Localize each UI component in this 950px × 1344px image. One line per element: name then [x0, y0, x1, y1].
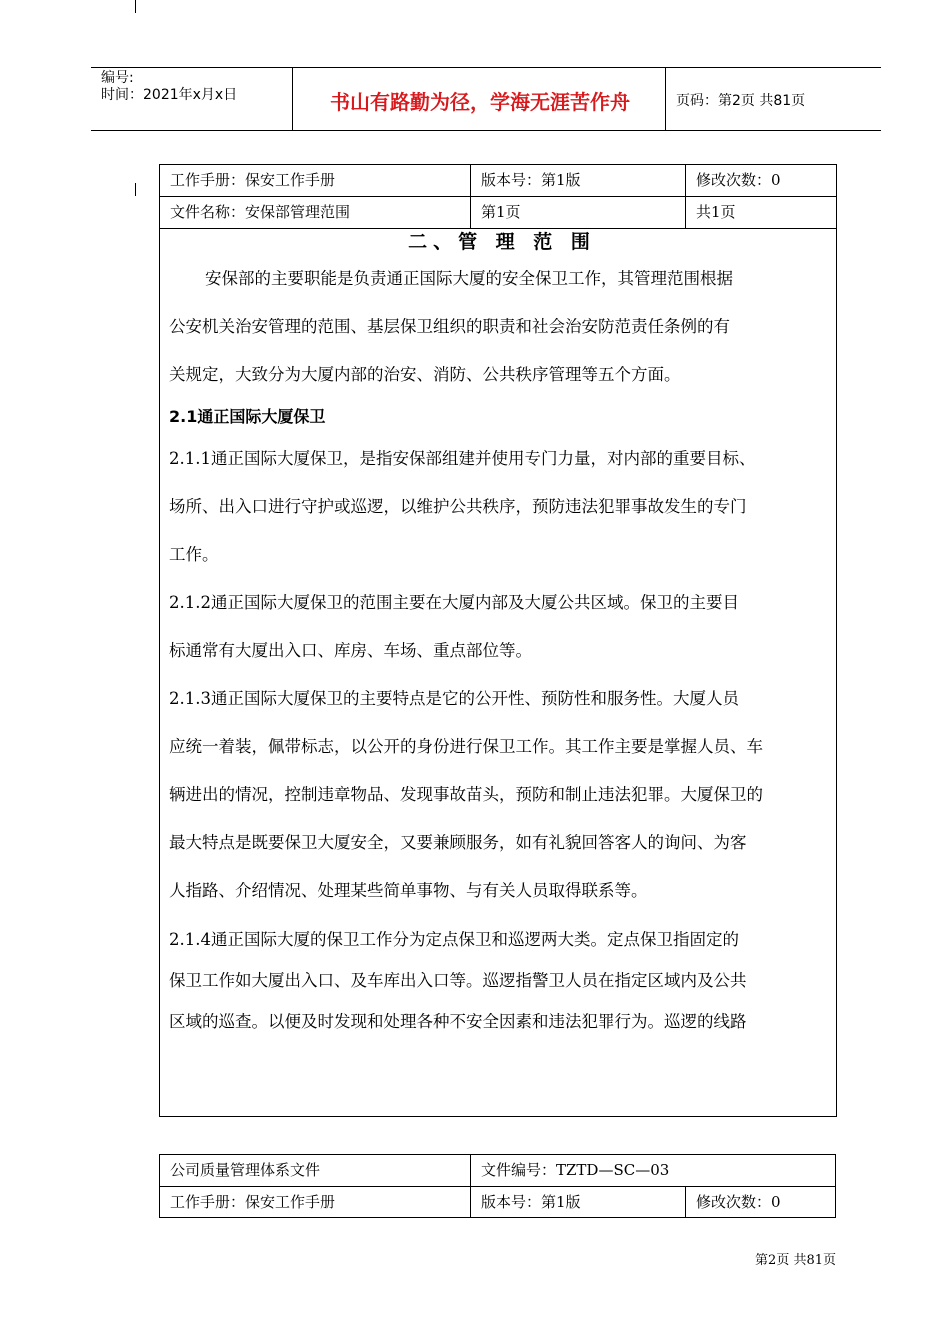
footer-manual-cell: 工作手册：保安工作手册 [170, 1193, 336, 1211]
paragraph-line: 工作。 [169, 545, 219, 564]
footer-table-row [160, 1155, 835, 1187]
margin-tick-middle [135, 183, 136, 196]
paragraph-line: 区域的巡查。以便及时发现和处理各种不安全因素和违法犯罪行为。巡逻的线路 [169, 1012, 747, 1031]
paragraph-line: 安保部的主要职能是负责通正国际大厦的安全保卫工作，其管理范围根据 [205, 269, 733, 288]
paragraph-line: 场所、出入口进行守护或巡逻，以维护公共秩序，预防违法犯罪事故发生的专门 [169, 497, 747, 516]
subsection-heading: 2.1通正国际大厦保卫 [169, 407, 326, 426]
header-divider [665, 68, 666, 130]
page-number-footer: 第2页 共81页 [755, 1253, 836, 1268]
footer-table [159, 1154, 836, 1218]
doc-table-row [160, 197, 836, 229]
section-title: 二、管 理 范 围 [408, 231, 596, 253]
paragraph-line: 2.1.1通正国际大厦保卫，是指安保部组建并使用专门力量，对内部的重要目标、 [169, 449, 756, 468]
doc-table-row [160, 165, 836, 197]
paragraph-2-1-2 [169, 579, 831, 675]
quality-system-cell: 公司质量管理体系文件 [170, 1161, 321, 1179]
paragraph-line: 应统一着装，佩带标志，以公开的身份进行保卫工作。其工作主要是掌握人员、车 [169, 737, 763, 756]
header-time: 时间：2021年x月x日 [101, 87, 238, 103]
revisions-cell: 修改次数：0 [696, 171, 781, 189]
table-divider [685, 165, 686, 229]
header-divider [292, 68, 293, 130]
footer-version-cell: 版本号：第1版 [481, 1193, 581, 1211]
paragraph-line: 辆进出的情况，控制违章物品、发现事故苗头，预防和制止违法犯罪。大厦保卫的 [169, 785, 763, 804]
paragraph-line: 公安机关治安管理的范围、基层保卫组织的职责和社会治安防范责任条例的有 [169, 317, 730, 336]
margin-tick-top [135, 0, 136, 13]
manual-cell: 工作手册：保安工作手册 [170, 171, 336, 189]
paragraph-2-1-1 [169, 435, 831, 579]
intro-paragraph [169, 255, 831, 399]
header-motto: 书山有路勤为径，学海无涯苦作舟 [330, 90, 630, 114]
paragraph-line: 2.1.2通正国际大厦保卫的范围主要在大厦内部及大厦公共区域。保卫的主要目 [169, 593, 739, 612]
page-header [91, 67, 881, 131]
paragraph-line: 保卫工作如大厦出入口、及车库出入口等。巡逻指警卫人员在指定区域内及公共 [169, 971, 747, 990]
paragraph-line: 人指路、介绍情况、处理某些简单事物、与有关人员取得联系等。 [169, 881, 648, 900]
header-left [101, 70, 237, 104]
document-body [169, 229, 831, 1042]
header-page-info: 页码：第2页 共81页 [676, 93, 806, 109]
paragraph-line: 2.1.4通正国际大厦的保卫工作分为定点保卫和巡逻两大类。定点保卫指固定的 [169, 930, 739, 949]
document-frame [159, 164, 837, 1117]
file-name-cell: 文件名称：安保部管理范围 [170, 203, 351, 221]
paragraph-line: 关规定，大致分为大厦内部的治安、消防、公共秩序管理等五个方面。 [169, 365, 681, 384]
version-cell: 版本号：第1版 [481, 171, 581, 189]
footer-revisions-cell: 修改次数：0 [696, 1193, 781, 1211]
footer-divider [685, 1187, 686, 1217]
file-number-cell: 文件编号：TZTD—SC—03 [481, 1161, 670, 1179]
paragraph-2-1-3 [169, 675, 831, 915]
paragraph-line: 标通常有大厦出入口、库房、车场、重点部位等。 [169, 641, 532, 660]
footer-divider [470, 1155, 471, 1217]
total-pages-cell: 共1页 [696, 203, 736, 221]
page-cell: 第1页 [481, 203, 521, 221]
paragraph-line: 2.1.3通正国际大厦保卫的主要特点是它的公开性、预防性和服务性。大厦人员 [169, 689, 739, 708]
footer-table-row [160, 1187, 835, 1219]
paragraph-line: 最大特点是既要保卫大厦安全，又要兼顾服务，如有礼貌回答客人的询问、为客 [169, 833, 747, 852]
paragraph-2-1-4 [169, 919, 831, 1042]
header-number-label: 编号: [101, 70, 134, 86]
table-divider [470, 165, 471, 229]
